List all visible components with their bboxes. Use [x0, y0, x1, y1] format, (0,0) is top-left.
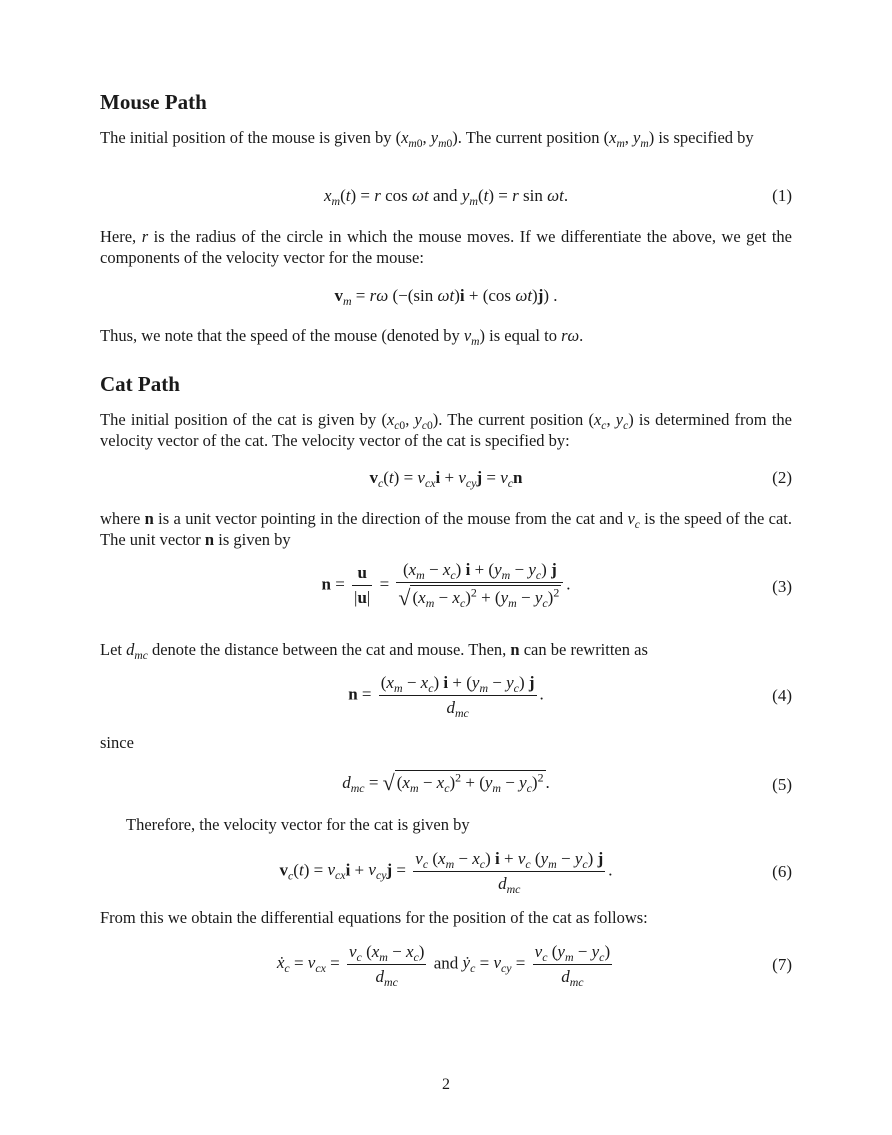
cat-velocity-paragraph: Therefore, the velocity vector for the cat is given by	[126, 815, 470, 834]
heading-mouse-path: Mouse Path	[100, 90, 207, 114]
distance-paragraph: Let $d_{mc}$ denote the distance between the cat and mouse. Then, n can be rewritten as	[100, 640, 648, 663]
equation-1-number: (1)	[772, 186, 792, 205]
since-paragraph: since	[100, 733, 134, 752]
page-number: 2	[442, 1076, 450, 1093]
equation-1: $x_m(t) = r$ cos ωt and $y_m(t) = r$ sin ωt.	[323, 186, 569, 209]
equation-3-number: (3)	[772, 577, 792, 596]
heading-cat-path: Cat Path	[100, 372, 180, 396]
equation-7-number: (7)	[772, 955, 792, 974]
equation-2: $v_c(t) = v_{cx}i + v_{cy}j = v_cn$	[369, 468, 523, 491]
mouse-intro-paragraph: The initial position of the mouse is given by ($x_{m0}$, $y_{m0}$). The current position ($x_m$, $y_m$) is specified by	[100, 128, 754, 151]
cat-intro-paragraph: The initial position of the cat is given by ($x_{c0}$, $y_{c0}$). The current position ($x_c$, $y_c$) is determined from the velocity vector of the cat. The velocity vector of the cat is specified by:	[100, 410, 792, 450]
equation-4: n = $\frac{(x_m - x_c) i + (y_m - y_c) j}{d_{mc}}$ .	[348, 673, 544, 721]
equation-5-number: (5)	[772, 775, 792, 794]
equation-mouse-velocity: $v_m = r\omega$ (−(sin ωt)i + (cos ωt)j) .	[334, 286, 558, 309]
mouse-speed-paragraph: Thus, we note that the speed of the mouse (denoted by $v_m$) is equal to rω.	[100, 326, 584, 349]
equation-7: ẋ$_c$ = $v_{cx}$ = $\frac{v_c (x_m - x_c)}{d_{mc}}$ and ẏ$_c$ = $v_{cy}$ = $\frac{v_c (y_m - y_c)}{d_{mc}}$	[276, 942, 611, 990]
equation-4-number: (4)	[772, 686, 792, 705]
equation-5: $d_{mc}$ = √ $(x_m - x_c)^2 + (y_m - y_c)^2$ .	[342, 770, 550, 796]
mouse-radius-paragraph: Here, r is the radius of the circle in which the mouse moves. If we differentiate the above, we get the components of the velocity vector for the mouse:	[100, 227, 792, 267]
equation-2-number: (2)	[772, 468, 792, 487]
equation-3: n = $\frac{u}{|u|}$ = $\frac{(x_m - x_c) i + (y_m - y_c) j}{√ (x_m - x_c)^2 + (y_m - y_c)^2}$ .	[321, 560, 571, 611]
differential-equations-paragraph: From this we obtain the differential equations for the position of the cat as follows:	[100, 908, 648, 927]
unit-vector-paragraph: where n is a unit vector pointing in the direction of the mouse from the cat and $v_c$ is the speed of the cat. The unit vector n is given by	[100, 509, 792, 549]
equation-6-number: (6)	[772, 862, 792, 881]
equation-6: $v_c(t) = v_{cx}i + v_{cy}j$ = $\frac{v_c (x_m - x_c) i + v_c (y_m - y_c) j}{d_{mc}}$ .	[279, 849, 613, 897]
